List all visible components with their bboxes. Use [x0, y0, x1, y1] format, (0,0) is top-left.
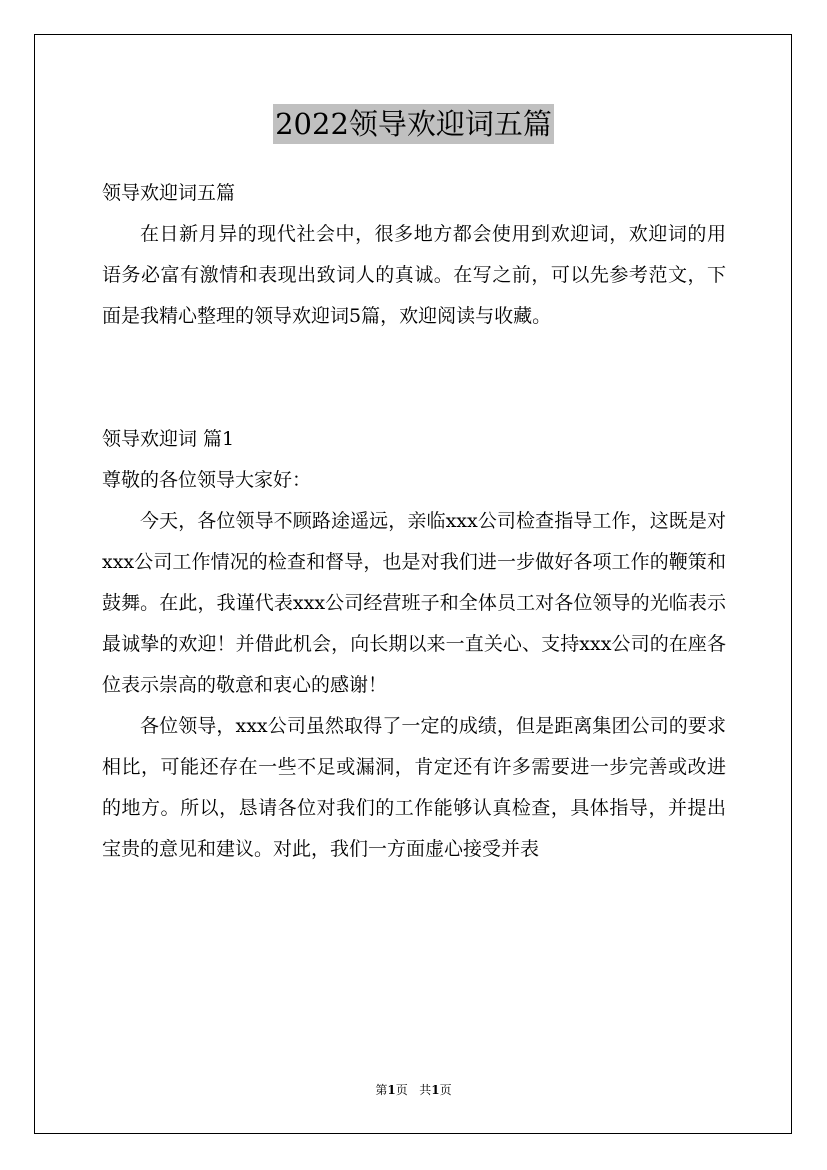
section-heading: 领导欢迎词 篇1: [102, 428, 235, 450]
body-paragraph-2: 各位领导，xxx公司虽然取得了一定的成绩，但是距离集团公司的要求相比，可能还存在一些不足或漏洞，肯定还有许多需要进一步完善或改进的地方。所以，恳请各位对我们的工作能够认真检查，具体指导，并提出宝贵的意见和建议。对此，我们一方面虚心接受并表: [102, 715, 726, 860]
salutation: 尊敬的各位领导大家好：: [102, 469, 312, 491]
page-footer: [0, 1082, 827, 1098]
total-label-suffix: 页: [439, 1083, 452, 1097]
document-subtitle: 领导欢迎词五篇: [102, 182, 236, 204]
document-body: [102, 173, 726, 870]
title-container: [0, 104, 827, 144]
total-pages: 1: [431, 1083, 440, 1097]
section-spacer: [102, 337, 726, 419]
page-label-suffix: 页: [395, 1083, 408, 1097]
body-paragraph-1: 今天，各位领导不顾路途遥远，亲临xxx公司检查指导工作，这既是对xxx公司工作情况的检查和督导，也是对我们进一步做好各项工作的鞭策和鼓舞。在此，我谨代表xxx公司经营班子和全体员工对各位领导的光临表示最诚挚的欢迎！并借此机会，向长期以来一直关心、支持xxx公司的在座各位表示崇高的敬意和衷心的感谢！: [102, 510, 726, 696]
page-label-prefix: 第: [375, 1083, 388, 1097]
intro-paragraph: 在日新月异的现代社会中，很多地方都会使用到欢迎词，欢迎词的用语务必富有激情和表现出致词人的真诚。在写之前，可以先参考范文，下面是我精心整理的领导欢迎词5篇，欢迎阅读与收藏。: [102, 223, 726, 327]
document-title: 2022领导欢迎词五篇: [273, 104, 554, 144]
page-number: 1: [387, 1083, 396, 1097]
total-label-prefix: 共: [419, 1083, 432, 1097]
